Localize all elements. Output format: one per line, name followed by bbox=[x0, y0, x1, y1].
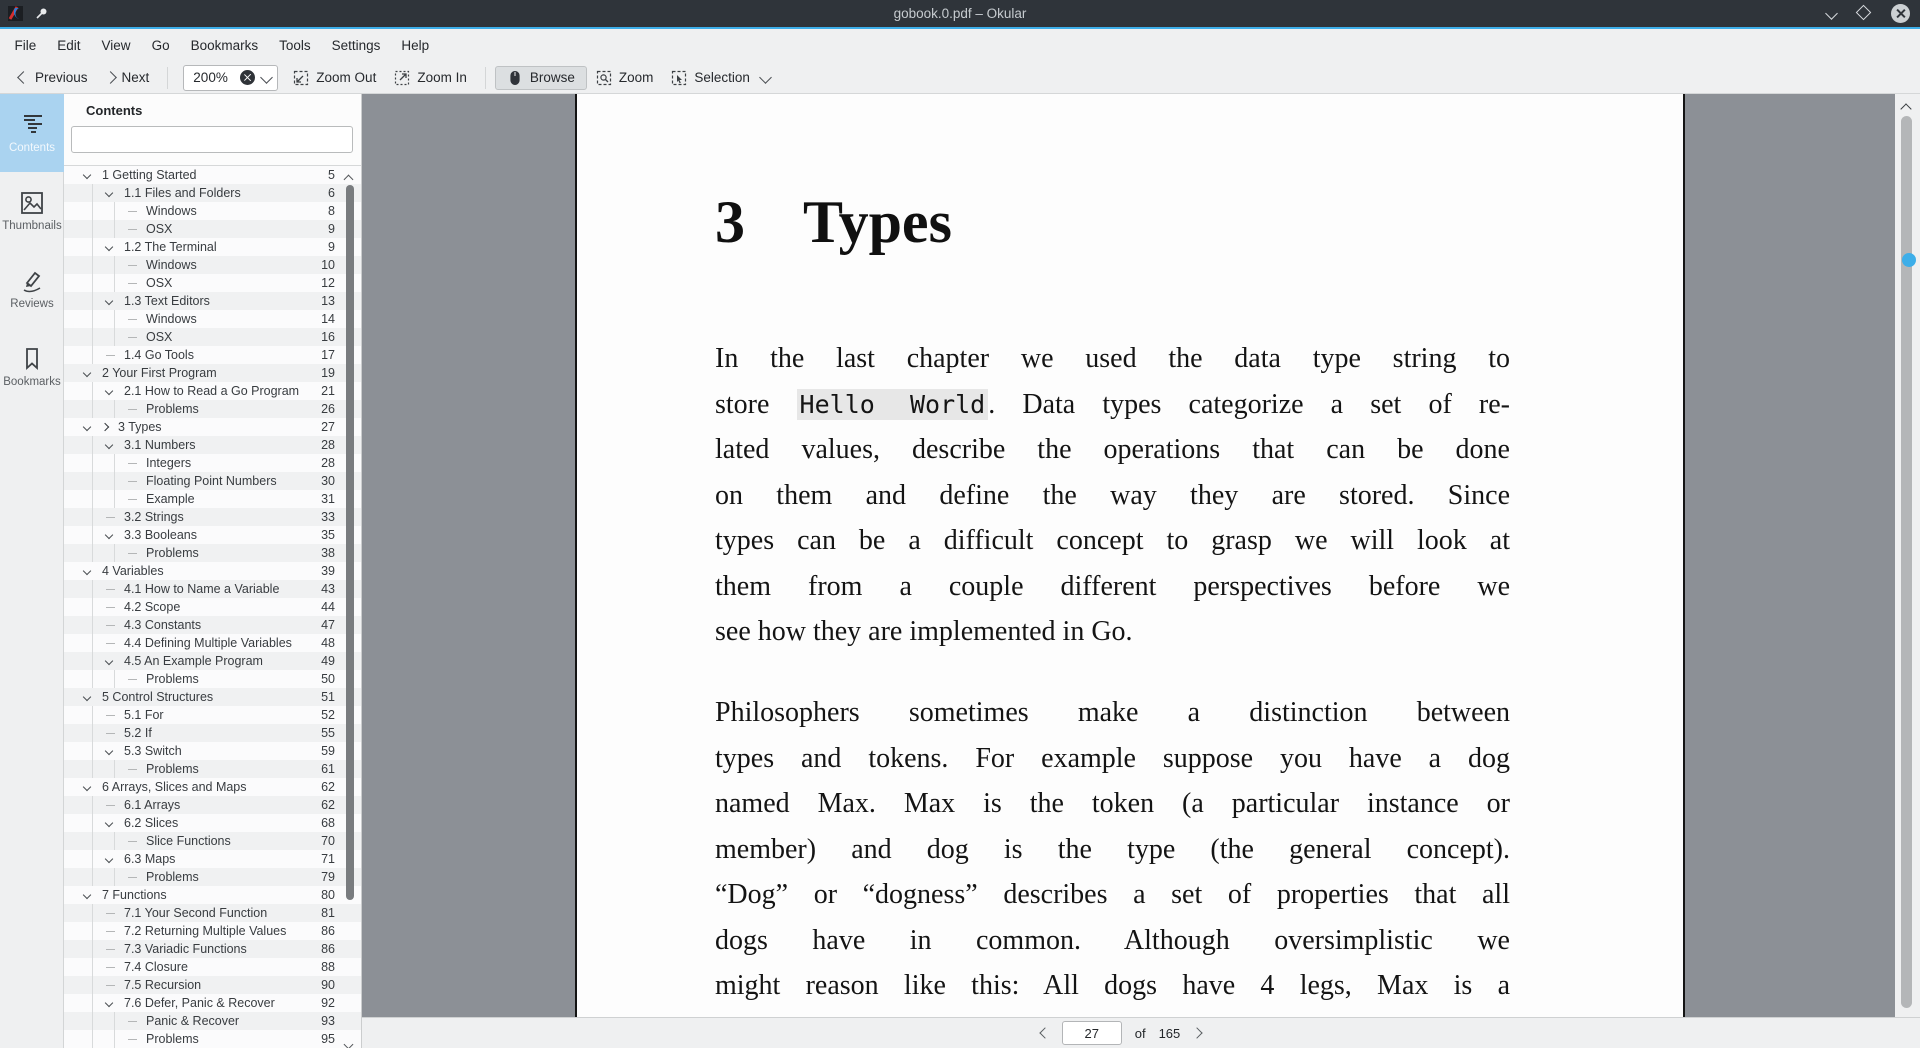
branch-tick bbox=[128, 319, 146, 320]
toc-item-label: 7.4 Closure bbox=[124, 960, 188, 974]
sidebar-tab-contents[interactable] bbox=[0, 94, 64, 172]
sidebar-tab-label: Thumbnails bbox=[2, 219, 62, 232]
toc-item-label: 4.3 Constants bbox=[124, 618, 202, 632]
branch-tick bbox=[128, 679, 146, 680]
branch-tick bbox=[106, 913, 124, 914]
toc-item-label: 5 Control Structures bbox=[102, 690, 214, 704]
sidebar-tab-bookmarks[interactable] bbox=[0, 328, 64, 406]
expander-icon[interactable] bbox=[106, 820, 124, 826]
toc-item[interactable] bbox=[64, 904, 361, 922]
toc-item[interactable] bbox=[64, 598, 361, 616]
document-scrollbar-thumb[interactable] bbox=[1901, 116, 1912, 1008]
branch-tick bbox=[106, 733, 124, 734]
expander-icon[interactable] bbox=[106, 442, 124, 448]
expander-icon[interactable] bbox=[84, 370, 102, 376]
toc-item[interactable] bbox=[64, 202, 361, 220]
zoom-out-button[interactable]: Zoom Out bbox=[284, 66, 385, 90]
branch-tick bbox=[128, 229, 146, 230]
toc-item[interactable] bbox=[64, 166, 361, 184]
sidebar-tab-thumbnails[interactable] bbox=[0, 172, 64, 250]
toolbar-separator bbox=[167, 67, 168, 89]
toc-item-page: 26 bbox=[321, 402, 335, 416]
toc-item-page: 81 bbox=[321, 906, 335, 920]
branch-tick bbox=[128, 499, 146, 500]
toc-item-page: 86 bbox=[321, 924, 335, 938]
current-page-input[interactable] bbox=[1062, 1021, 1122, 1045]
toc-scrollbar-thumb[interactable] bbox=[346, 185, 354, 900]
browse-tool-button[interactable]: Browse bbox=[495, 66, 587, 90]
branch-tick bbox=[128, 481, 146, 482]
pdf-page bbox=[575, 94, 1685, 1017]
zoom-in-button[interactable]: Zoom In bbox=[385, 66, 476, 90]
current-item-marker bbox=[102, 424, 118, 430]
toc-item[interactable] bbox=[64, 274, 361, 292]
toc-item[interactable] bbox=[64, 814, 361, 832]
sidebar-tab-label: Bookmarks bbox=[3, 375, 61, 388]
toc-item[interactable] bbox=[64, 742, 361, 760]
toc-item-page: 47 bbox=[321, 618, 335, 632]
toc-item-page: 5 bbox=[328, 168, 335, 182]
toc-item[interactable] bbox=[64, 670, 361, 688]
sidebar-tab-label: Reviews bbox=[10, 297, 54, 310]
expander-icon[interactable] bbox=[84, 892, 102, 898]
toc-item-page: 59 bbox=[321, 744, 335, 758]
toc-item-label: Problems bbox=[146, 870, 199, 884]
toc-item[interactable] bbox=[64, 868, 361, 886]
mouse-icon bbox=[507, 70, 523, 86]
toc-item-page: 92 bbox=[321, 996, 335, 1010]
toc-item-label: 6.2 Slices bbox=[124, 816, 179, 830]
toc-item[interactable] bbox=[64, 922, 361, 940]
toc-item-label: Panic & Recover bbox=[146, 1014, 240, 1028]
toc-item-page: 43 bbox=[321, 582, 335, 596]
zoom-in-icon bbox=[394, 70, 410, 86]
selection-icon bbox=[671, 70, 687, 86]
toc-item-label: 7.1 Your Second Function bbox=[124, 906, 268, 920]
branch-tick bbox=[128, 265, 146, 266]
toc-item[interactable] bbox=[64, 796, 361, 814]
branch-tick bbox=[128, 283, 146, 284]
toolbar bbox=[0, 62, 1920, 94]
sidebar-tab-label: Contents bbox=[8, 141, 56, 154]
toc-item[interactable] bbox=[64, 292, 361, 310]
toc-item[interactable] bbox=[64, 508, 361, 526]
toc-item-page: 6 bbox=[328, 186, 335, 200]
toc-item-label: 1.3 Text Editors bbox=[124, 294, 210, 308]
toc-item-page: 79 bbox=[321, 870, 335, 884]
branch-tick bbox=[106, 967, 124, 968]
toc-item-label: 3 Types bbox=[118, 420, 162, 434]
toc-item-page: 39 bbox=[321, 564, 335, 578]
paragraph-1: In the last chapter we used the data type string to store Hello World . Data types categorize a set of re- lated values, describe the operations that can be done on them and define the way they are stored. Since types can be a difficult concept to grasp we will look at them from a couple different perspectives before we see how they are implemented in Go. bbox=[715, 343, 1510, 647]
expander-icon[interactable] bbox=[106, 532, 124, 538]
zoom-tool-button[interactable]: Zoom bbox=[587, 66, 663, 90]
toolbar-separator bbox=[485, 67, 486, 89]
toc-item-page: 28 bbox=[321, 438, 335, 452]
toc-item-label: Slice Functions bbox=[146, 834, 231, 848]
titlebar[interactable] bbox=[0, 0, 1920, 27]
toc-item-label: 2 Your First Program bbox=[102, 366, 217, 380]
branch-tick bbox=[128, 211, 146, 212]
branch-tick bbox=[106, 931, 124, 932]
toc-item[interactable] bbox=[64, 652, 361, 670]
pin-icon[interactable] bbox=[35, 7, 48, 20]
branch-tick bbox=[106, 589, 124, 590]
toc-item[interactable] bbox=[64, 778, 361, 796]
previous-button[interactable]: Previous bbox=[10, 66, 97, 89]
branch-tick bbox=[106, 355, 124, 356]
toc-item-page: 30 bbox=[321, 474, 335, 488]
previous-page-icon[interactable] bbox=[1039, 1027, 1050, 1038]
toc-item-page: 49 bbox=[321, 654, 335, 668]
toc-item-label: Windows bbox=[146, 258, 197, 272]
chevron-down-icon[interactable] bbox=[759, 71, 772, 84]
toc-item-page: 48 bbox=[321, 636, 335, 650]
toc-item-label: Problems bbox=[146, 546, 199, 560]
chapter-number: 3 bbox=[715, 189, 745, 255]
toc-item-page: 88 bbox=[321, 960, 335, 974]
toc-item[interactable] bbox=[64, 706, 361, 724]
toc-item-page: 16 bbox=[321, 330, 335, 344]
toc-item-page: 14 bbox=[321, 312, 335, 326]
toc-item[interactable] bbox=[64, 436, 361, 454]
expander-icon[interactable] bbox=[106, 298, 124, 304]
toc-item-label: 4.2 Scope bbox=[124, 600, 181, 614]
toc-item-label: Problems bbox=[146, 672, 199, 686]
toc-item-label: Example bbox=[146, 492, 195, 506]
toc-item-page: 90 bbox=[321, 978, 335, 992]
toc-item-label: 1 Getting Started bbox=[102, 168, 197, 182]
toc-item-label: 1.2 The Terminal bbox=[124, 240, 217, 254]
toc-item[interactable] bbox=[64, 580, 361, 598]
chevron-down-icon[interactable] bbox=[260, 71, 273, 84]
branch-tick bbox=[128, 1021, 146, 1022]
menu-tools[interactable]: Tools bbox=[279, 38, 311, 53]
toc-item-page: 38 bbox=[321, 546, 335, 560]
branch-tick bbox=[128, 463, 146, 464]
toc-item[interactable] bbox=[64, 1030, 361, 1048]
toc-item[interactable] bbox=[64, 850, 361, 868]
paragraph-2: Philosophers sometimes make a distinction between types and tokens. For example suppose you have a dog named Max. Max is the token (a particular instance or member) and dog is the type (the general concept). “Dog” or “dogness” describes a set of properties that all dogs have in common. Although oversimplistic we might reason like this: All dogs have 4 legs, Max is a bbox=[715, 697, 1510, 1001]
expander-icon[interactable] bbox=[84, 172, 102, 178]
zoom-out-icon bbox=[293, 70, 309, 86]
toc-item[interactable] bbox=[64, 256, 361, 274]
toc-item-page: 62 bbox=[321, 798, 335, 812]
total-pages: 165 bbox=[1158, 1025, 1181, 1041]
toc-tree bbox=[64, 165, 361, 1048]
branch-tick bbox=[106, 607, 124, 608]
toc-scroll-down-icon[interactable] bbox=[345, 1035, 352, 1048]
toc-item-label: 2.1 How to Read a Go Program bbox=[124, 384, 300, 398]
toc-item-label: 1.1 Files and Folders bbox=[124, 186, 241, 200]
toc-item-label: 4.5 An Example Program bbox=[124, 654, 263, 668]
branch-tick bbox=[106, 643, 124, 644]
toc-item-label: 4.4 Defining Multiple Variables bbox=[124, 636, 292, 650]
toc-item-label: 5.1 For bbox=[124, 708, 164, 722]
toc-item-page: 51 bbox=[321, 690, 335, 704]
expander-icon[interactable] bbox=[106, 856, 124, 862]
expander-icon[interactable] bbox=[106, 748, 124, 754]
bookmarks-icon bbox=[19, 347, 45, 371]
toc-item-label: 5.3 Switch bbox=[124, 744, 182, 758]
expander-icon[interactable] bbox=[106, 658, 124, 664]
branch-tick bbox=[128, 1039, 146, 1040]
toc-item-label: 3.1 Numbers bbox=[124, 438, 196, 452]
expander-icon[interactable] bbox=[84, 784, 102, 790]
toc-item-label: Problems bbox=[146, 762, 199, 776]
page-navigation-bar bbox=[362, 1017, 1920, 1048]
branch-tick bbox=[128, 337, 146, 338]
chevron-right-icon bbox=[104, 71, 117, 84]
toc-item[interactable] bbox=[64, 760, 361, 778]
toc-item[interactable] bbox=[64, 310, 361, 328]
toc-item-page: 33 bbox=[321, 510, 335, 524]
toc-item[interactable] bbox=[64, 616, 361, 634]
zoom-tool-icon bbox=[596, 70, 612, 86]
toc-item-page: 61 bbox=[321, 762, 335, 776]
zoom-level-value: 200% bbox=[193, 70, 228, 85]
toc-item[interactable] bbox=[64, 1012, 361, 1030]
branch-tick bbox=[128, 769, 146, 770]
menu-view[interactable]: View bbox=[101, 38, 131, 53]
toc-item[interactable] bbox=[64, 724, 361, 742]
toc-item-page: 62 bbox=[321, 780, 335, 794]
toc-item[interactable] bbox=[64, 886, 361, 904]
toc-item[interactable] bbox=[64, 940, 361, 958]
toc-item-label: Problems bbox=[146, 1032, 199, 1046]
toc-item-page: 28 bbox=[321, 456, 335, 470]
toc-item-page: 12 bbox=[321, 276, 335, 290]
branch-tick bbox=[106, 517, 124, 518]
contents-search-input[interactable] bbox=[71, 126, 353, 153]
toc-item-page: 31 bbox=[321, 492, 335, 506]
branch-tick bbox=[106, 949, 124, 950]
expander-icon[interactable] bbox=[84, 694, 102, 700]
menu-go[interactable]: Go bbox=[151, 38, 170, 53]
toc-item-label: 4 Variables bbox=[102, 564, 164, 578]
toc-item-page: 68 bbox=[321, 816, 335, 830]
toc-item[interactable] bbox=[64, 526, 361, 544]
toc-item-label: 7.5 Recursion bbox=[124, 978, 202, 992]
menu-bookmarks[interactable]: Bookmarks bbox=[190, 38, 259, 53]
menu-settings[interactable]: Settings bbox=[331, 38, 381, 53]
toc-item-page: 9 bbox=[328, 240, 335, 254]
chevron-left-icon bbox=[17, 71, 30, 84]
toc-item[interactable] bbox=[64, 832, 361, 850]
sidebar-tab-reviews[interactable] bbox=[0, 250, 64, 328]
toc-item-page: 95 bbox=[321, 1032, 335, 1046]
toc-item[interactable] bbox=[64, 382, 361, 400]
toc-item-label: 7 Functions bbox=[102, 888, 167, 902]
branch-tick bbox=[128, 841, 146, 842]
chapter-heading bbox=[715, 189, 952, 255]
of-label: of bbox=[1134, 1025, 1146, 1041]
expander-icon[interactable] bbox=[106, 190, 124, 196]
toc-item-page: 93 bbox=[321, 1014, 335, 1028]
toc-item-label: OSX bbox=[146, 222, 173, 236]
toc-item-label: 5.2 If bbox=[124, 726, 152, 740]
toc-item-label: 6 Arrays, Slices and Maps bbox=[102, 780, 247, 794]
toc-item-page: 52 bbox=[321, 708, 335, 722]
toc-item-label: 4.1 How to Name a Variable bbox=[124, 582, 280, 596]
next-page-icon[interactable] bbox=[1192, 1027, 1203, 1038]
toc-item[interactable] bbox=[64, 364, 361, 382]
expander-icon[interactable] bbox=[106, 1000, 124, 1006]
toc-item-label: Floating Point Numbers bbox=[146, 474, 277, 488]
contents-panel bbox=[64, 94, 362, 1048]
toc-item[interactable] bbox=[64, 184, 361, 202]
branch-tick bbox=[106, 625, 124, 626]
toc-item[interactable] bbox=[64, 490, 361, 508]
toc-item[interactable] bbox=[64, 688, 361, 706]
clear-icon[interactable] bbox=[240, 70, 255, 85]
toc-item-label: 7.6 Defer, Panic & Recover bbox=[124, 996, 275, 1010]
selection-tool-button[interactable]: Selection bbox=[662, 66, 779, 90]
toc-item-label: Windows bbox=[146, 204, 197, 218]
maximize-button[interactable] bbox=[1858, 5, 1869, 23]
toc-item-page: 70 bbox=[321, 834, 335, 848]
next-button[interactable]: Next bbox=[97, 66, 159, 89]
toc-item[interactable] bbox=[64, 544, 361, 562]
sidebar bbox=[0, 94, 64, 1048]
toc-item-label: OSX bbox=[146, 330, 173, 344]
toc-item-page: 9 bbox=[328, 222, 335, 236]
toc-item[interactable] bbox=[64, 994, 361, 1012]
toc-item-page: 19 bbox=[321, 366, 335, 380]
minimize-button[interactable] bbox=[1827, 5, 1836, 23]
branch-tick bbox=[128, 877, 146, 878]
toc-item-label: Integers bbox=[146, 456, 192, 470]
branch-tick bbox=[128, 553, 146, 554]
close-button[interactable] bbox=[1891, 4, 1910, 23]
toc-item-label: 3.3 Booleans bbox=[124, 528, 197, 542]
toc-item-page: 55 bbox=[321, 726, 335, 740]
toc-item[interactable] bbox=[64, 346, 361, 364]
expander-icon[interactable] bbox=[106, 244, 124, 250]
toc-item-page: 44 bbox=[321, 600, 335, 614]
toc-item-page: 80 bbox=[321, 888, 335, 902]
toc-item-page: 17 bbox=[321, 348, 335, 362]
toc-item-label: 7.3 Variadic Functions bbox=[124, 942, 247, 956]
menu-help[interactable]: Help bbox=[401, 38, 430, 53]
toc-item-label: 1.4 Go Tools bbox=[124, 348, 194, 362]
toc-item-page: 8 bbox=[328, 204, 335, 218]
menu-edit[interactable]: Edit bbox=[57, 38, 81, 53]
branch-tick bbox=[106, 715, 124, 716]
window-title: gobook.0.pdf – Okular bbox=[893, 6, 1027, 21]
toc-item-page: 50 bbox=[321, 672, 335, 686]
branch-tick bbox=[128, 409, 146, 410]
toc-item-label: 6.1 Arrays bbox=[124, 798, 181, 812]
toc-item[interactable] bbox=[64, 562, 361, 580]
document-scrollbar[interactable] bbox=[1895, 94, 1920, 1017]
menu-file[interactable]: File bbox=[14, 38, 37, 53]
toc-item[interactable] bbox=[64, 328, 361, 346]
thumbnails-icon bbox=[19, 191, 45, 215]
toc-item[interactable] bbox=[64, 958, 361, 976]
reviews-icon bbox=[19, 269, 45, 293]
toc-item[interactable] bbox=[64, 976, 361, 994]
zoom-level-combo[interactable] bbox=[183, 65, 278, 91]
expander-icon[interactable] bbox=[84, 424, 102, 430]
contents-panel-title: Contents bbox=[86, 103, 143, 118]
toc-item[interactable] bbox=[64, 454, 361, 472]
toc-item-label: Problems bbox=[146, 402, 199, 416]
toc-item[interactable] bbox=[64, 634, 361, 652]
branch-tick bbox=[106, 805, 124, 806]
toc-item[interactable] bbox=[64, 418, 361, 436]
chapter-title: Types bbox=[803, 189, 952, 255]
expander-icon[interactable] bbox=[106, 388, 124, 394]
toc-item[interactable] bbox=[64, 238, 361, 256]
menubar bbox=[0, 29, 1920, 62]
toc-item-page: 35 bbox=[321, 528, 335, 542]
toc-item[interactable] bbox=[64, 472, 361, 490]
okular-app-icon bbox=[8, 5, 25, 22]
toc-item-page: 71 bbox=[321, 852, 335, 866]
toc-item-label: OSX bbox=[146, 276, 173, 290]
inline-code: Hello World bbox=[797, 389, 989, 420]
scrollbar-position-dot bbox=[1902, 253, 1916, 267]
expander-icon[interactable] bbox=[84, 568, 102, 574]
toc-item[interactable] bbox=[64, 220, 361, 238]
toc-item-page: 10 bbox=[321, 258, 335, 272]
toc-item-label: 7.2 Returning Multiple Values bbox=[124, 924, 287, 938]
branch-tick bbox=[106, 985, 124, 986]
toc-item-page: 21 bbox=[321, 384, 335, 398]
toc-item-page: 27 bbox=[321, 420, 335, 434]
toc-item-page: 86 bbox=[321, 942, 335, 956]
toc-item-page: 13 bbox=[321, 294, 335, 308]
toc-item[interactable] bbox=[64, 400, 361, 418]
document-view[interactable] bbox=[362, 94, 1895, 1017]
toc-item-label: 3.2 Strings bbox=[124, 510, 184, 524]
contents-icon bbox=[19, 113, 45, 137]
toc-item-label: 6.3 Maps bbox=[124, 852, 176, 866]
toc-item-label: Windows bbox=[146, 312, 197, 326]
